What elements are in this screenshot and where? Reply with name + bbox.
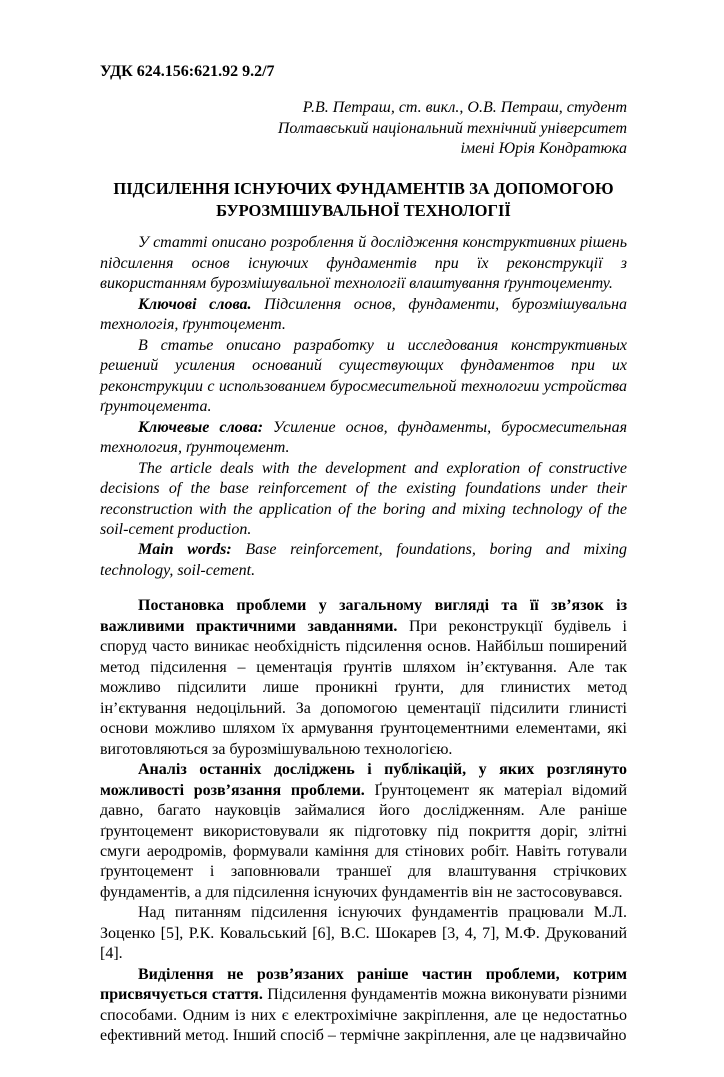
paragraph-lead: Аналіз останніх досліджень і публікацій, у яких розглянуто можливості розв’язання проблеми.: [100, 761, 627, 799]
paragraph-lead: Постановка проблеми у загальному вигляді та її зв’язок із важливими практичними завданнями.: [100, 597, 627, 635]
udc-code: УДК 624.156:621.92 9.2/7: [100, 63, 275, 80]
keywords-text: Base reinforcement, foundations, boring and mixing technology, soil-cement.: [100, 541, 627, 579]
paragraph-text: При реконструкції будівель і споруд часто виникає необхідність підсилення основ. Найбільш поширений метод підсилення – цементація ґрунтів шляхом ін’єктування. Але так можливо підсилити лише проникні ґрунти, для глинистих метод ін’єктування недоцільний. За допомогою цементації підсилити глинисті основи можливо шляхом їх армування ґрунтоцементними елементами, які виготовляються за бурозмішувальною технологією.: [100, 617, 627, 758]
byline-university: Полтавський національний технічний університет: [277, 119, 627, 137]
abstract-paragraph-en: [100, 459, 627, 541]
body-paragraph-analysis: [100, 760, 627, 903]
abstract-paragraph-ru: [100, 336, 627, 418]
keywords-uk: [100, 295, 627, 336]
body-paragraph-problem-statement: [100, 596, 627, 760]
paragraph-text: Підсилення фундаментів можна виконувати різними способами. Одним із них є електрохімічне закріплення, але це недостатньо ефективний метод. Інший спосіб – термічне закріплення, але це надзвичайно: [100, 986, 627, 1045]
paragraph-text: Ґрунтоцемент як матеріал відомий давно, багато науковців займалися його дослідженням. Але раніше ґрунтоцемент використовували як підготовку під покриття доріг, злітні смуги аеродромів, формували каміння для стінових робіт. Навіть готували ґрунтоцемент і заповнювали траншеї для влаштування стрічкових фундаментів, а для підсилення існуючих фундаментів він не застосовувався.: [100, 781, 628, 901]
abstract-text: В статье описано разработку и исследования конструктивных решений усиления оснований существующих фундаментов при их реконструкции с использованием буросмесительной технологии устройства ґрунтоцемента.: [100, 336, 627, 416]
keywords-label: Ключові слова.: [138, 295, 252, 313]
body-paragraph-unsolved-parts: [100, 965, 627, 1047]
body-paragraph-researchers: [100, 903, 627, 964]
article-title-line-1: ПІДСИЛЕННЯ ІСНУЮЧИХ ФУНДАМЕНТІВ ЗА ДОПОМОГОЮ: [113, 178, 614, 198]
byline: [100, 98, 627, 159]
paragraph-lead: Виділення не розв’язаних раніше частин проблеми, котрим присвячується стаття.: [100, 965, 627, 1004]
keywords-en: [100, 540, 627, 581]
abstract-paragraph-uk: [100, 233, 627, 294]
article-body: [100, 596, 627, 1046]
keywords-ru: [100, 418, 627, 459]
article-title-line-2: БУРОЗМІШУВАЛЬНОЇ ТЕХНОЛОГІЇ: [216, 200, 511, 220]
article-title: [100, 178, 627, 222]
keywords-label: Main words:: [138, 541, 232, 559]
abstract-text: У статті описано розроблення й дослідження конструктивних рішень підсилення основ існуючих фундаментів при їх реконструкції з використанням бурозмішувальної технології влаштування ґрунтоцементу.: [100, 234, 627, 293]
keywords-label: Ключевые слова:: [138, 418, 264, 436]
paragraph-text: Над питанням підсилення існуючих фундаментів працювали М.Л. Зоценко [5], Р.К. Ковальський [6], В.С. Шокарев [3, 4, 7], М.Ф. Друкований [4].: [100, 904, 627, 963]
byline-authors: Р.В. Петраш, ст. викл., О.В. Петраш, студент: [302, 99, 627, 117]
abstract-text: The article deals with the development and exploration of constructive decisions of the base reinforcement of the existing foundations under their reconstruction with the application of the boring and mixing technology of the soil-cement production.: [100, 459, 627, 538]
byline-university-name: імені Юрія Кондратюка: [460, 140, 627, 158]
abstract-section: [100, 233, 627, 581]
keywords-text: Усиление основ, фундаменты, буросмесительная технология, ґрунтоцемент.: [100, 418, 628, 457]
keywords-text: Підсилення основ, фундаменти, бурозмішувальна технологія, ґрунтоцемент.: [100, 295, 628, 334]
